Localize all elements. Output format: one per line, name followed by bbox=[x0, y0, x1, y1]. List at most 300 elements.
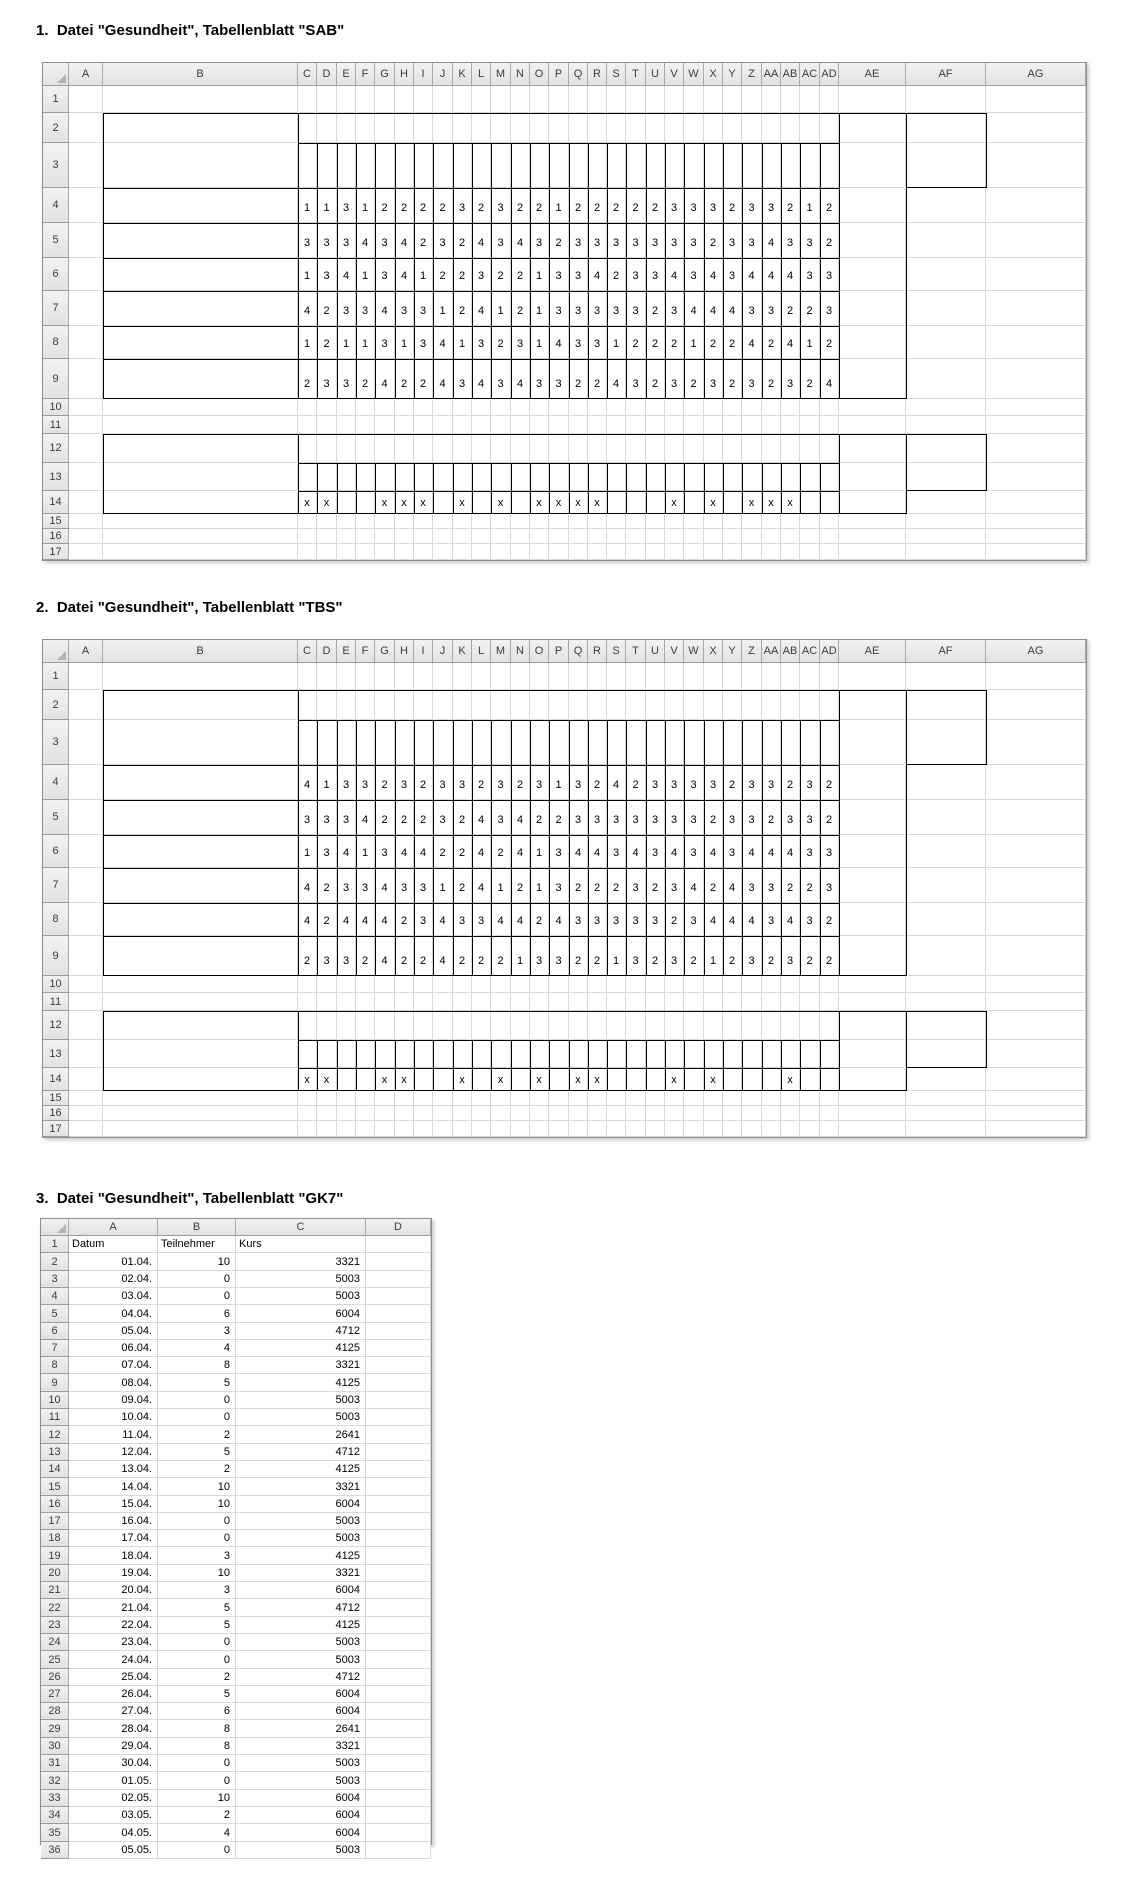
cell[interactable] bbox=[317, 1011, 337, 1040]
cell[interactable] bbox=[800, 544, 820, 560]
row-header-16[interactable]: 16 bbox=[43, 529, 69, 544]
cell[interactable]: 3 bbox=[317, 800, 337, 835]
cell[interactable]: 1 bbox=[549, 188, 569, 223]
cell[interactable]: 3 bbox=[356, 291, 375, 326]
cell[interactable]: 6 bbox=[158, 1305, 236, 1323]
row-header-4[interactable]: 4 bbox=[43, 188, 69, 223]
column-header-AE[interactable]: AE bbox=[839, 63, 906, 86]
cell[interactable] bbox=[820, 113, 839, 143]
cell[interactable] bbox=[646, 86, 665, 113]
cell[interactable] bbox=[665, 690, 684, 720]
cell[interactable] bbox=[569, 529, 588, 544]
cell[interactable] bbox=[820, 544, 839, 560]
cell[interactable] bbox=[646, 976, 665, 993]
cell[interactable] bbox=[103, 903, 298, 936]
cell[interactable] bbox=[395, 663, 414, 690]
cell[interactable]: 2 bbox=[781, 188, 800, 223]
cell[interactable]: 3 bbox=[800, 903, 820, 936]
cell[interactable] bbox=[491, 463, 511, 491]
cell[interactable] bbox=[530, 1121, 549, 1137]
cell[interactable] bbox=[356, 1011, 375, 1040]
cell[interactable] bbox=[906, 258, 986, 291]
cell[interactable] bbox=[781, 529, 800, 544]
cell[interactable] bbox=[414, 1068, 433, 1091]
cell[interactable] bbox=[607, 976, 626, 993]
cell[interactable] bbox=[588, 976, 607, 993]
cell[interactable] bbox=[511, 514, 530, 529]
cell[interactable] bbox=[337, 1068, 356, 1091]
cell[interactable] bbox=[356, 663, 375, 690]
row-header-17[interactable]: 17 bbox=[41, 1513, 69, 1530]
cell[interactable]: 3321 bbox=[236, 1478, 366, 1496]
cell[interactable]: 2 bbox=[453, 258, 472, 291]
cell[interactable]: x bbox=[317, 491, 337, 514]
cell[interactable] bbox=[906, 936, 986, 976]
cell[interactable]: 2 bbox=[453, 800, 472, 835]
cell[interactable] bbox=[781, 690, 800, 720]
cell[interactable]: 3 bbox=[530, 765, 549, 800]
cell[interactable]: 6004 bbox=[236, 1686, 366, 1703]
cell[interactable] bbox=[800, 663, 820, 690]
cell[interactable] bbox=[607, 399, 626, 416]
column-header-Q[interactable]: Q bbox=[569, 640, 588, 663]
cell[interactable]: 2 bbox=[453, 835, 472, 868]
cell[interactable]: 4 bbox=[626, 835, 646, 868]
cell[interactable]: x bbox=[781, 1068, 800, 1091]
cell[interactable] bbox=[781, 113, 800, 143]
cell[interactable] bbox=[472, 1011, 491, 1040]
cell[interactable] bbox=[723, 1040, 742, 1068]
cell[interactable]: 2 bbox=[588, 359, 607, 399]
cell[interactable]: 1 bbox=[491, 291, 511, 326]
cell[interactable]: 4 bbox=[472, 800, 491, 835]
cell[interactable]: 3 bbox=[626, 258, 646, 291]
cell[interactable]: 2 bbox=[453, 936, 472, 976]
column-header-L[interactable]: L bbox=[472, 640, 491, 663]
cell[interactable]: 2 bbox=[491, 936, 511, 976]
cell[interactable]: 2 bbox=[762, 359, 781, 399]
cell[interactable] bbox=[646, 113, 665, 143]
cell[interactable]: 1 bbox=[453, 326, 472, 359]
cell[interactable]: 3 bbox=[684, 188, 704, 223]
cell[interactable]: 4 bbox=[762, 835, 781, 868]
cell[interactable]: x bbox=[704, 1068, 723, 1091]
cell[interactable] bbox=[472, 690, 491, 720]
cell[interactable] bbox=[414, 663, 433, 690]
cell[interactable]: 2 bbox=[158, 1426, 236, 1444]
cell[interactable]: 2 bbox=[549, 800, 569, 835]
cell[interactable] bbox=[103, 326, 298, 359]
column-header-AD[interactable]: AD bbox=[820, 640, 839, 663]
cell[interactable] bbox=[472, 143, 491, 188]
cell[interactable] bbox=[684, 416, 704, 434]
cell[interactable] bbox=[103, 720, 298, 765]
cell[interactable] bbox=[414, 1091, 433, 1106]
cell[interactable]: 0 bbox=[158, 1409, 236, 1426]
cell[interactable]: 3321 bbox=[236, 1738, 366, 1755]
cell[interactable]: Datum bbox=[69, 1236, 158, 1253]
cell[interactable] bbox=[704, 434, 723, 463]
cell[interactable]: 3 bbox=[414, 868, 433, 903]
cell[interactable] bbox=[433, 1091, 453, 1106]
cell[interactable] bbox=[298, 514, 317, 529]
row-header-1[interactable]: 1 bbox=[43, 663, 69, 690]
row-header-9[interactable]: 9 bbox=[41, 1374, 69, 1392]
row-header-12[interactable]: 12 bbox=[43, 434, 69, 463]
cell[interactable]: 2 bbox=[298, 936, 317, 976]
cell[interactable] bbox=[742, 399, 762, 416]
cell[interactable] bbox=[530, 514, 549, 529]
cell[interactable]: 3321 bbox=[236, 1253, 366, 1271]
cell[interactable] bbox=[684, 663, 704, 690]
cell[interactable] bbox=[453, 143, 472, 188]
cell[interactable] bbox=[781, 976, 800, 993]
cell[interactable] bbox=[684, 86, 704, 113]
cell[interactable] bbox=[69, 143, 103, 188]
cell[interactable] bbox=[414, 143, 433, 188]
cell[interactable] bbox=[395, 1121, 414, 1137]
cell[interactable] bbox=[704, 1040, 723, 1068]
cell[interactable] bbox=[626, 1068, 646, 1091]
cell[interactable] bbox=[366, 1703, 431, 1720]
column-header-I[interactable]: I bbox=[414, 63, 433, 86]
cell[interactable] bbox=[986, 113, 1086, 143]
cell[interactable] bbox=[366, 1842, 431, 1859]
cell[interactable] bbox=[337, 663, 356, 690]
cell[interactable]: x bbox=[530, 491, 549, 514]
cell[interactable]: 10.04. bbox=[69, 1409, 158, 1426]
cell[interactable] bbox=[723, 416, 742, 434]
cell[interactable] bbox=[781, 463, 800, 491]
cell[interactable]: x bbox=[491, 491, 511, 514]
cell[interactable]: 4 bbox=[665, 258, 684, 291]
cell[interactable] bbox=[800, 113, 820, 143]
cell[interactable] bbox=[491, 514, 511, 529]
cell[interactable] bbox=[839, 800, 906, 835]
cell[interactable] bbox=[366, 1807, 431, 1824]
cell[interactable] bbox=[762, 463, 781, 491]
cell[interactable] bbox=[607, 720, 626, 765]
row-header-14[interactable]: 14 bbox=[43, 1068, 69, 1091]
cell[interactable] bbox=[646, 143, 665, 188]
cell[interactable] bbox=[103, 765, 298, 800]
cell[interactable]: 3 bbox=[298, 800, 317, 835]
cell[interactable] bbox=[453, 993, 472, 1011]
select-all-corner[interactable] bbox=[43, 63, 69, 86]
cell[interactable]: 4 bbox=[742, 258, 762, 291]
cell[interactable]: 2 bbox=[549, 223, 569, 258]
cell[interactable] bbox=[800, 1091, 820, 1106]
cell[interactable] bbox=[103, 223, 298, 258]
cell[interactable] bbox=[569, 993, 588, 1011]
cell[interactable] bbox=[491, 993, 511, 1011]
cell[interactable]: 4 bbox=[781, 835, 800, 868]
cell[interactable]: x bbox=[375, 1068, 395, 1091]
cell[interactable]: 4 bbox=[158, 1824, 236, 1842]
row-header-32[interactable]: 32 bbox=[41, 1772, 69, 1790]
cell[interactable] bbox=[704, 463, 723, 491]
cell[interactable] bbox=[549, 976, 569, 993]
cell[interactable]: 2 bbox=[607, 868, 626, 903]
cell[interactable]: 2 bbox=[298, 359, 317, 399]
cell[interactable] bbox=[549, 1011, 569, 1040]
cell[interactable] bbox=[337, 514, 356, 529]
cell[interactable]: 1 bbox=[549, 765, 569, 800]
cell[interactable] bbox=[472, 1068, 491, 1091]
cell[interactable] bbox=[103, 1011, 298, 1040]
cell[interactable] bbox=[723, 1091, 742, 1106]
cell[interactable]: 14.04. bbox=[69, 1478, 158, 1496]
cell[interactable]: 2 bbox=[704, 868, 723, 903]
cell[interactable] bbox=[453, 86, 472, 113]
cell[interactable]: 3 bbox=[337, 359, 356, 399]
cell[interactable]: 3 bbox=[395, 291, 414, 326]
cell[interactable] bbox=[607, 86, 626, 113]
cell[interactable] bbox=[665, 1106, 684, 1121]
cell[interactable] bbox=[704, 976, 723, 993]
cell[interactable] bbox=[723, 399, 742, 416]
cell[interactable] bbox=[375, 663, 395, 690]
cell[interactable] bbox=[906, 1091, 986, 1106]
row-header-6[interactable]: 6 bbox=[43, 835, 69, 868]
cell[interactable] bbox=[588, 113, 607, 143]
cell[interactable] bbox=[839, 1121, 906, 1137]
cell[interactable]: 4 bbox=[704, 835, 723, 868]
cell[interactable] bbox=[906, 765, 986, 800]
cell[interactable] bbox=[366, 1565, 431, 1582]
cell[interactable]: 2 bbox=[472, 188, 491, 223]
cell[interactable] bbox=[906, 113, 986, 143]
cell[interactable] bbox=[569, 690, 588, 720]
cell[interactable]: 3 bbox=[453, 188, 472, 223]
row-header-11[interactable]: 11 bbox=[43, 416, 69, 434]
cell[interactable] bbox=[549, 544, 569, 560]
column-header-R[interactable]: R bbox=[588, 63, 607, 86]
cell[interactable]: 2 bbox=[511, 765, 530, 800]
cell[interactable] bbox=[684, 463, 704, 491]
cell[interactable] bbox=[366, 1513, 431, 1530]
cell[interactable]: 2 bbox=[781, 765, 800, 800]
cell[interactable]: 04.05. bbox=[69, 1824, 158, 1842]
cell[interactable] bbox=[820, 143, 839, 188]
cell[interactable] bbox=[906, 1121, 986, 1137]
cell[interactable] bbox=[337, 720, 356, 765]
cell[interactable]: 2 bbox=[472, 936, 491, 976]
cell[interactable] bbox=[742, 1011, 762, 1040]
cell[interactable]: 3 bbox=[588, 800, 607, 835]
cell[interactable]: 3 bbox=[626, 291, 646, 326]
cell[interactable]: 3 bbox=[820, 258, 839, 291]
cell[interactable]: x bbox=[665, 491, 684, 514]
cell[interactable]: 3 bbox=[723, 800, 742, 835]
cell[interactable]: 4125 bbox=[236, 1547, 366, 1565]
cell[interactable]: 4 bbox=[723, 903, 742, 936]
cell[interactable]: 10 bbox=[158, 1496, 236, 1513]
cell[interactable] bbox=[665, 1011, 684, 1040]
column-header-N[interactable]: N bbox=[511, 63, 530, 86]
cell[interactable]: 2 bbox=[820, 765, 839, 800]
cell[interactable] bbox=[337, 529, 356, 544]
cell[interactable] bbox=[569, 720, 588, 765]
cell[interactable] bbox=[906, 663, 986, 690]
cell[interactable]: 3 bbox=[665, 800, 684, 835]
cell[interactable] bbox=[588, 1040, 607, 1068]
cell[interactable] bbox=[986, 1091, 1086, 1106]
cell[interactable]: 2 bbox=[491, 258, 511, 291]
cell[interactable]: 2 bbox=[569, 359, 588, 399]
cell[interactable]: 3 bbox=[762, 868, 781, 903]
cell[interactable] bbox=[511, 993, 530, 1011]
cell[interactable]: 1 bbox=[491, 868, 511, 903]
cell[interactable] bbox=[356, 690, 375, 720]
row-header-4[interactable]: 4 bbox=[43, 765, 69, 800]
cell[interactable] bbox=[366, 1686, 431, 1703]
cell[interactable] bbox=[317, 1106, 337, 1121]
cell[interactable] bbox=[986, 399, 1086, 416]
cell[interactable] bbox=[646, 993, 665, 1011]
cell[interactable] bbox=[704, 399, 723, 416]
cell[interactable] bbox=[986, 835, 1086, 868]
cell[interactable] bbox=[723, 663, 742, 690]
row-header-3[interactable]: 3 bbox=[41, 1271, 69, 1288]
cell[interactable]: 3 bbox=[530, 359, 549, 399]
cell[interactable]: 07.04. bbox=[69, 1357, 158, 1374]
cell[interactable] bbox=[414, 976, 433, 993]
cell[interactable] bbox=[986, 993, 1086, 1011]
cell[interactable] bbox=[839, 868, 906, 903]
cell[interactable] bbox=[375, 416, 395, 434]
cell[interactable] bbox=[800, 86, 820, 113]
cell[interactable]: x bbox=[588, 491, 607, 514]
cell[interactable] bbox=[762, 1040, 781, 1068]
cell[interactable] bbox=[569, 143, 588, 188]
cell[interactable]: 4 bbox=[511, 223, 530, 258]
cell[interactable] bbox=[626, 663, 646, 690]
cell[interactable] bbox=[298, 463, 317, 491]
cell[interactable]: x bbox=[453, 1068, 472, 1091]
row-header-4[interactable]: 4 bbox=[41, 1288, 69, 1305]
cell[interactable] bbox=[723, 1106, 742, 1121]
cell[interactable] bbox=[395, 1106, 414, 1121]
cell[interactable]: 3321 bbox=[236, 1565, 366, 1582]
cell[interactable]: 4 bbox=[375, 359, 395, 399]
cell[interactable] bbox=[433, 86, 453, 113]
cell[interactable]: 3 bbox=[569, 903, 588, 936]
cell[interactable] bbox=[103, 663, 298, 690]
cell[interactable] bbox=[800, 416, 820, 434]
cell[interactable] bbox=[366, 1288, 431, 1305]
cell[interactable] bbox=[800, 491, 820, 514]
cell[interactable] bbox=[317, 463, 337, 491]
cell[interactable] bbox=[626, 399, 646, 416]
cell[interactable] bbox=[626, 1091, 646, 1106]
cell[interactable] bbox=[549, 143, 569, 188]
cell[interactable]: 3 bbox=[337, 936, 356, 976]
cell[interactable] bbox=[646, 1040, 665, 1068]
cell[interactable] bbox=[356, 1091, 375, 1106]
cell[interactable] bbox=[317, 1121, 337, 1137]
cell[interactable] bbox=[414, 529, 433, 544]
cell[interactable] bbox=[704, 720, 723, 765]
cell[interactable] bbox=[337, 1011, 356, 1040]
cell[interactable] bbox=[684, 529, 704, 544]
cell[interactable]: 2 bbox=[317, 868, 337, 903]
cell[interactable]: 4 bbox=[433, 326, 453, 359]
cell[interactable] bbox=[103, 868, 298, 903]
cell[interactable]: 4 bbox=[762, 258, 781, 291]
cell[interactable] bbox=[472, 113, 491, 143]
cell[interactable]: 4 bbox=[511, 359, 530, 399]
row-header-29[interactable]: 29 bbox=[41, 1720, 69, 1738]
cell[interactable]: 1 bbox=[684, 326, 704, 359]
cell[interactable] bbox=[298, 993, 317, 1011]
cell[interactable]: 2 bbox=[588, 765, 607, 800]
cell[interactable]: 3 bbox=[723, 258, 742, 291]
cell[interactable] bbox=[395, 544, 414, 560]
cell[interactable] bbox=[511, 690, 530, 720]
column-header-S[interactable]: S bbox=[607, 63, 626, 86]
cell[interactable]: 3 bbox=[762, 765, 781, 800]
cell[interactable] bbox=[356, 399, 375, 416]
cell[interactable] bbox=[317, 113, 337, 143]
cell[interactable] bbox=[906, 399, 986, 416]
row-header-10[interactable]: 10 bbox=[43, 399, 69, 416]
cell[interactable] bbox=[906, 223, 986, 258]
cell[interactable] bbox=[665, 143, 684, 188]
cell[interactable]: 3 bbox=[800, 765, 820, 800]
cell[interactable] bbox=[839, 359, 906, 399]
cell[interactable] bbox=[839, 936, 906, 976]
cell[interactable] bbox=[588, 544, 607, 560]
cell[interactable]: 3 bbox=[781, 223, 800, 258]
cell[interactable] bbox=[820, 514, 839, 529]
cell[interactable] bbox=[511, 434, 530, 463]
cell[interactable]: 3 bbox=[491, 359, 511, 399]
cell[interactable]: 3 bbox=[626, 903, 646, 936]
cell[interactable]: 2 bbox=[414, 188, 433, 223]
row-header-16[interactable]: 16 bbox=[43, 1106, 69, 1121]
cell[interactable]: 1 bbox=[530, 326, 549, 359]
cell[interactable]: 2 bbox=[414, 936, 433, 976]
column-header-P[interactable]: P bbox=[549, 640, 569, 663]
cell[interactable] bbox=[433, 399, 453, 416]
cell[interactable] bbox=[375, 463, 395, 491]
row-header-33[interactable]: 33 bbox=[41, 1790, 69, 1807]
column-header-B[interactable]: B bbox=[103, 640, 298, 663]
cell[interactable]: x bbox=[704, 491, 723, 514]
cell[interactable] bbox=[839, 993, 906, 1011]
cell[interactable]: 3 bbox=[723, 835, 742, 868]
cell[interactable] bbox=[742, 663, 762, 690]
cell[interactable] bbox=[356, 1121, 375, 1137]
cell[interactable]: 2 bbox=[588, 936, 607, 976]
cell[interactable] bbox=[549, 1068, 569, 1091]
cell[interactable] bbox=[395, 113, 414, 143]
cell[interactable] bbox=[511, 1121, 530, 1137]
cell[interactable] bbox=[69, 529, 103, 544]
cell[interactable] bbox=[588, 993, 607, 1011]
cell[interactable]: 5003 bbox=[236, 1634, 366, 1651]
column-header-Y[interactable]: Y bbox=[723, 640, 742, 663]
cell[interactable] bbox=[588, 143, 607, 188]
cell[interactable] bbox=[723, 690, 742, 720]
cell[interactable]: 2641 bbox=[236, 1720, 366, 1738]
cell[interactable]: x bbox=[569, 1068, 588, 1091]
column-header-AB[interactable]: AB bbox=[781, 640, 800, 663]
cell[interactable]: 0 bbox=[158, 1634, 236, 1651]
cell[interactable] bbox=[453, 663, 472, 690]
row-header-1[interactable]: 1 bbox=[41, 1236, 69, 1253]
